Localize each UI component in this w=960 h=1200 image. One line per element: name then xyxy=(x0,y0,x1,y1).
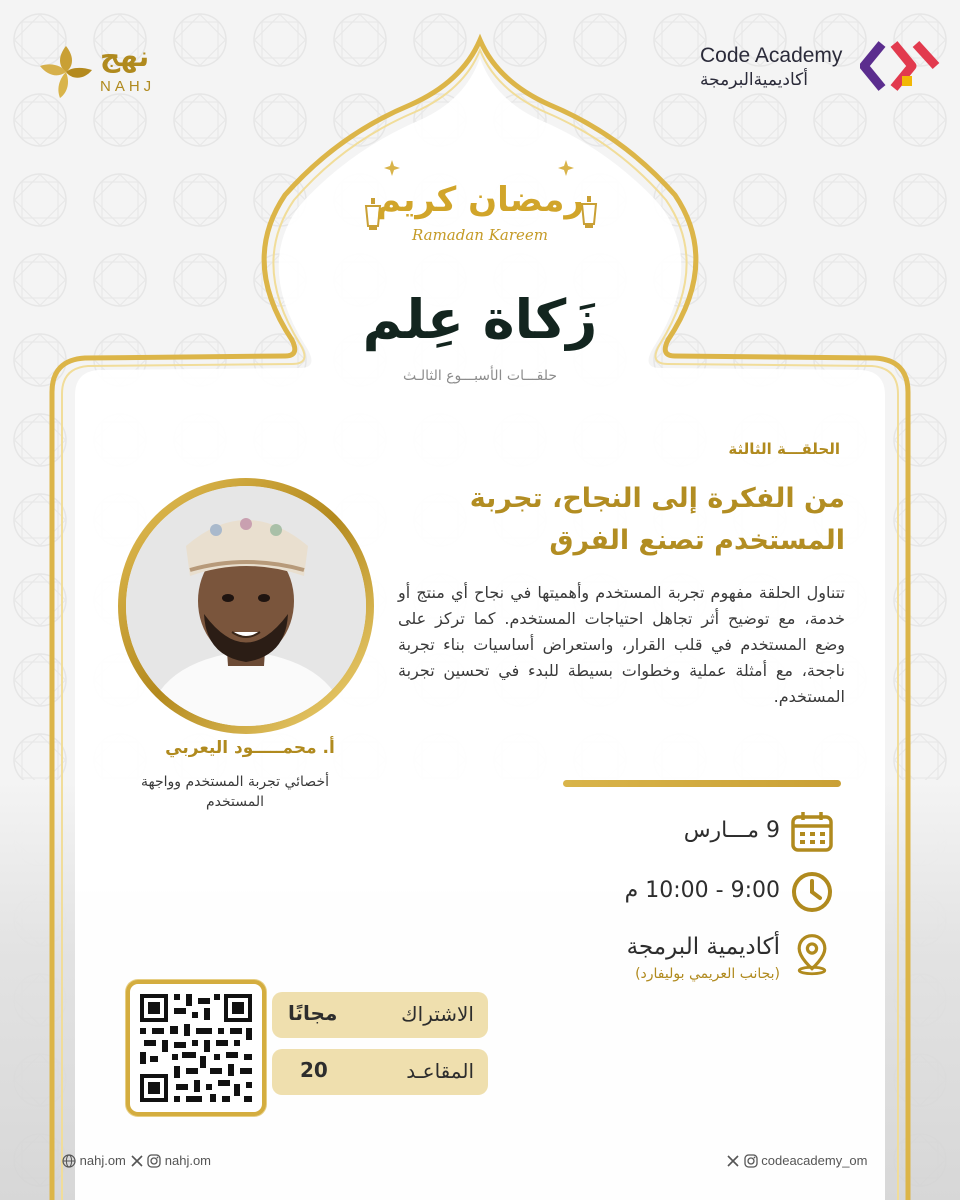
code-academy-name-ar: أكاديميةالبرمجة xyxy=(700,70,808,90)
seats-label: المقاعـد xyxy=(406,1059,474,1083)
speaker-name: أ. محمـــــود اليعربي xyxy=(165,738,335,758)
ramadan-kareem-ar: رمضان كريم xyxy=(375,180,585,220)
codeacademy-social-link[interactable]: codeacademy_om xyxy=(761,1153,868,1168)
footer-codeacademy-links xyxy=(726,1153,867,1168)
code-academy-name-en: Code Academy xyxy=(700,44,843,67)
registration-qr-code[interactable] xyxy=(126,980,266,1116)
location-pin-icon xyxy=(790,932,834,976)
subscription-pill xyxy=(272,992,488,1038)
nahj-flower-icon xyxy=(34,40,98,102)
speaker-photo xyxy=(126,486,366,726)
episode-label: الحلقـــة الثالثة xyxy=(728,440,840,458)
footer-nahj-links xyxy=(62,1153,211,1168)
gold-divider xyxy=(563,780,841,787)
speaker-avatar-icon xyxy=(126,486,366,726)
nahj-social-link[interactable]: nahj.om xyxy=(164,1153,211,1168)
instagram-icon xyxy=(744,1154,758,1168)
session-description: تتناول الحلقة مفهوم تجربة المستخدم وأهميتها في نجاح أي منتج أو خدمة، مع توضيح أثر تجاهل احتياجات المستخدم. كما تركز على وضع المستخدم في قلب القرار، واستعراض أساسيات بناء تجربة ناجحة، مع أمثلة عملية وخطوات بسيطة للبدء في تحسين تجربة المستخدم. xyxy=(398,583,845,706)
program-subtitle: حلقـــات الأسبـــوع الثالـث xyxy=(402,368,558,384)
event-time: 9:00 - 10:00 م xyxy=(624,878,780,903)
session-headline: من الفكرة إلى النجاح، تجربة المستخدم تصنع الفرق xyxy=(469,483,845,556)
instagram-icon xyxy=(147,1154,161,1168)
calendar-icon xyxy=(790,810,834,854)
event-location-note: (بجانب العريمي بوليفارد) xyxy=(635,966,780,982)
event-location: أكاديمية البرمجة xyxy=(626,934,780,960)
subscription-label: الاشتراك xyxy=(401,1002,474,1026)
globe-icon xyxy=(62,1154,76,1168)
nahj-website-link[interactable]: nahj.om xyxy=(79,1153,126,1168)
seats-pill xyxy=(272,1049,488,1095)
star-icon xyxy=(384,160,400,176)
star-icon xyxy=(558,160,574,176)
qr-code-icon xyxy=(134,988,258,1108)
program-title: زَكاة عِلم xyxy=(362,288,598,351)
speaker-role: أخصائي تجربة المستخدم وواجهة المستخدم xyxy=(141,774,329,810)
code-academy-logo-icon xyxy=(860,40,942,94)
nahj-name-en: NAHJ xyxy=(100,78,156,95)
nahj-name-ar: نهج xyxy=(100,40,150,73)
x-logo-icon xyxy=(726,1154,740,1168)
subscription-value: مجانًا xyxy=(288,1001,338,1025)
x-logo-icon xyxy=(130,1154,144,1168)
clock-icon xyxy=(790,870,834,914)
event-date: 9 مـــارس xyxy=(683,818,780,843)
seats-value: 20 xyxy=(300,1058,328,1082)
ramadan-kareem-en: Ramadan Kareem xyxy=(411,226,549,244)
